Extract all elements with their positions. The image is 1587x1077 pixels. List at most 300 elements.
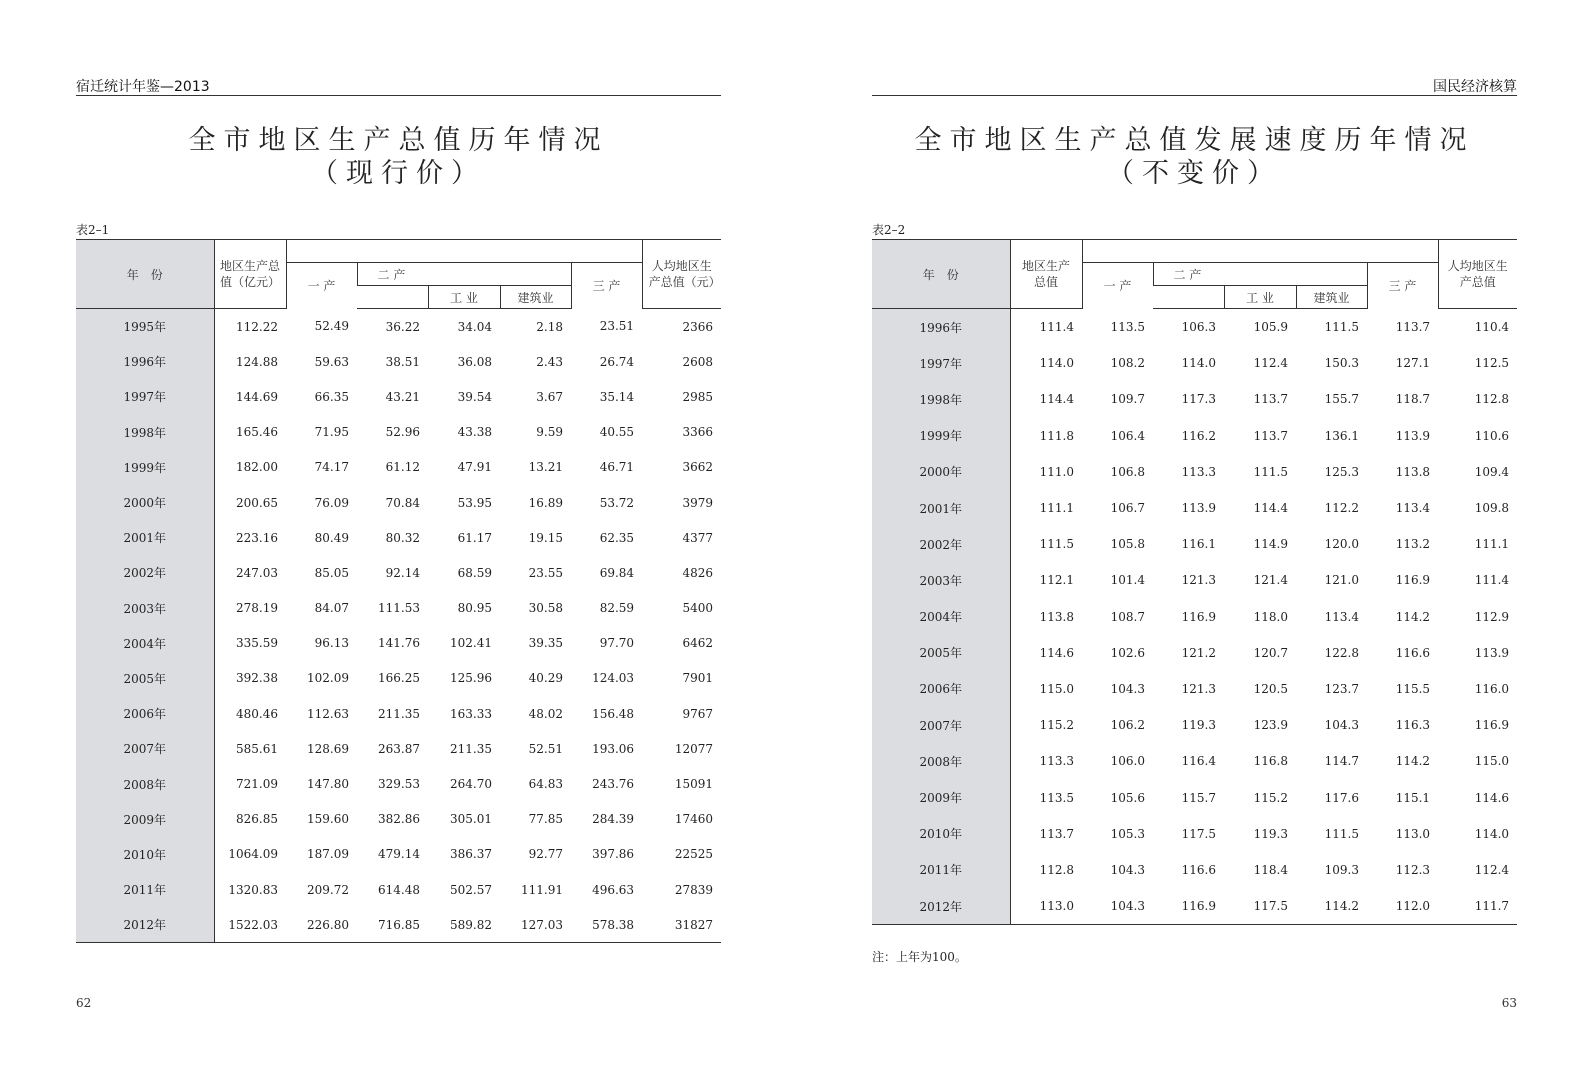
table-number: 表2–2 [872, 223, 906, 237]
value-cell: 105.3 [1110, 826, 1145, 841]
value-cell: 124.88 [236, 354, 278, 369]
value-cell: 156.48 [592, 706, 635, 721]
value-cell: 17460 [674, 812, 714, 827]
value-cell: 116.1 [1181, 537, 1216, 552]
value-cell: 112.5 [1474, 356, 1510, 371]
value-cell: 263.87 [378, 741, 420, 756]
value-cell: 116.9 [1153, 888, 1224, 925]
year-cell: 2007年 [872, 707, 1010, 743]
value-cell: 112.9 [1474, 609, 1510, 624]
table-row [76, 485, 721, 520]
value-cell: 284.39 [592, 812, 635, 827]
value-cell: 15091 [674, 777, 714, 792]
year-cell: 1999年 [76, 450, 214, 485]
value-cell: 121.0 [1324, 573, 1359, 588]
value-cell: 127.03 [500, 907, 571, 943]
value-cell: 117.6 [1324, 790, 1359, 805]
value-cell: 111.53 [378, 601, 420, 616]
year-cell: 1998年 [76, 415, 214, 450]
value-cell: 112.0 [1367, 888, 1438, 925]
value-cell: 329.53 [378, 777, 420, 792]
value-cell: 117.5 [1224, 888, 1296, 925]
value-cell: 125.3 [1324, 464, 1359, 479]
value-cell: 166.25 [378, 671, 420, 686]
value-cell: 71.95 [314, 425, 349, 440]
header-secondary-blank [357, 286, 428, 309]
value-cell: 116.4 [1181, 754, 1216, 769]
value-cell: 39.35 [528, 636, 563, 651]
table-row [872, 635, 1517, 671]
table-row [76, 661, 721, 696]
value-cell: 114.0 [1181, 356, 1216, 371]
table-row [872, 454, 1517, 490]
value-cell: 144.69 [236, 389, 278, 404]
value-cell: 116.8 [1253, 754, 1288, 769]
year-cell: 2012年 [76, 907, 214, 943]
year-cell: 2008年 [872, 743, 1010, 779]
table-row [76, 626, 721, 661]
header-primary: 一 产 [286, 263, 357, 309]
year-cell: 2003年 [872, 562, 1010, 598]
value-cell: 5400 [682, 601, 714, 616]
value-cell: 59.63 [314, 354, 349, 369]
table-row [76, 379, 721, 414]
value-cell: 66.35 [314, 389, 349, 404]
table-row [76, 766, 721, 801]
table-row [76, 591, 721, 626]
value-cell: 479.14 [378, 847, 420, 862]
value-cell: 114.2 [1296, 888, 1367, 925]
title-line-1: 全市地区生产总值发展速度历年情况 [914, 125, 1475, 156]
value-cell: 106.2 [1110, 718, 1145, 733]
year-cell: 2006年 [76, 696, 214, 731]
value-cell: 211.35 [378, 706, 420, 721]
table-row [872, 381, 1517, 417]
value-cell: 113.7 [1253, 392, 1288, 407]
value-cell: 111.1 [1039, 501, 1074, 516]
value-cell: 52.96 [385, 425, 420, 440]
value-cell: 113.8 [1395, 464, 1431, 479]
value-cell: 278.19 [236, 601, 278, 616]
header-rule [872, 95, 1517, 96]
value-cell: 113.7 [1253, 428, 1288, 443]
value-cell: 109.3 [1324, 862, 1359, 877]
value-cell: 113.5 [1039, 790, 1074, 805]
value-cell: 496.63 [592, 882, 635, 897]
header-year: 年 份 [76, 240, 214, 309]
value-cell: 6462 [682, 636, 714, 651]
year-cell: 2000年 [76, 485, 214, 520]
value-cell: 80.95 [457, 601, 492, 616]
header-rule [76, 95, 721, 96]
value-cell: 3.67 [536, 389, 563, 404]
year-cell: 2004年 [872, 599, 1010, 635]
table-row [872, 671, 1517, 707]
page-number: 63 [1501, 996, 1517, 1010]
table-row [872, 345, 1517, 381]
value-cell: 128.69 [307, 741, 349, 756]
value-cell: 64.83 [528, 777, 563, 792]
year-cell: 1997年 [76, 379, 214, 414]
table-row [76, 520, 721, 555]
year-cell: 2002年 [872, 526, 1010, 562]
value-cell: 4826 [682, 565, 714, 580]
table-body [76, 309, 721, 943]
value-cell: 106.3 [1181, 320, 1216, 335]
value-cell: 115.5 [1395, 681, 1431, 696]
value-cell: 106.8 [1110, 464, 1145, 479]
gdp-growth-index-table [872, 239, 1517, 925]
value-cell: 113.9 [1395, 428, 1431, 443]
table-row [872, 852, 1517, 888]
header-tertiary: 三 产 [1367, 263, 1438, 309]
table-row [76, 731, 721, 766]
table-note: 注：上年为100。 [872, 950, 967, 964]
value-cell: 305.01 [450, 812, 492, 827]
value-cell: 112.8 [1474, 392, 1510, 407]
value-cell: 115.2 [1253, 790, 1288, 805]
year-cell: 2011年 [872, 852, 1010, 888]
value-cell: 155.7 [1324, 392, 1359, 407]
value-cell: 22525 [674, 847, 714, 862]
value-cell: 12077 [674, 741, 714, 756]
value-cell: 163.33 [450, 706, 492, 721]
table-row [76, 837, 721, 872]
value-cell: 85.05 [314, 565, 349, 580]
value-cell: 115.7 [1181, 790, 1216, 805]
value-cell: 84.07 [314, 601, 349, 616]
table-row [76, 450, 721, 485]
year-cell: 2003年 [76, 591, 214, 626]
value-cell: 113.7 [1395, 319, 1431, 334]
table-row [872, 743, 1517, 779]
value-cell: 589.82 [428, 907, 500, 943]
value-cell: 120.0 [1324, 537, 1359, 552]
value-cell: 2608 [682, 354, 714, 369]
value-cell: 121.2 [1181, 645, 1216, 660]
value-cell: 34.04 [457, 319, 492, 334]
value-cell: 92.14 [385, 565, 420, 580]
value-cell: 165.46 [236, 425, 278, 440]
value-cell: 111.5 [1324, 826, 1359, 841]
year-cell: 1996年 [76, 344, 214, 379]
value-cell: 111.5 [1039, 537, 1074, 552]
value-cell: 1064.09 [228, 847, 278, 862]
value-cell: 19.15 [528, 530, 563, 545]
value-cell: 76.09 [314, 495, 349, 510]
value-cell: 82.59 [599, 601, 635, 616]
value-cell: 114.9 [1253, 537, 1288, 552]
year-cell: 2010年 [872, 816, 1010, 852]
value-cell: 92.77 [528, 847, 563, 862]
value-cell: 113.5 [1110, 319, 1145, 334]
value-cell: 112.22 [236, 319, 278, 334]
value-cell: 397.86 [592, 847, 635, 862]
value-cell: 48.02 [528, 706, 563, 721]
year-cell: 2009年 [76, 802, 214, 837]
page-title [872, 124, 1517, 190]
value-cell: 114.0 [1474, 826, 1510, 841]
value-cell: 113.0 [1395, 826, 1431, 841]
title-line-1: 全市地区生产总值历年情况 [188, 125, 609, 156]
value-cell: 116.9 [1395, 573, 1431, 588]
value-cell: 193.06 [592, 741, 635, 756]
value-cell: 112.1 [1039, 573, 1074, 588]
header-tertiary: 三 产 [571, 263, 642, 309]
table-row [76, 907, 721, 943]
year-cell: 2011年 [76, 872, 214, 907]
value-cell: 53.72 [599, 495, 635, 510]
value-cell: 113.7 [1039, 826, 1074, 841]
value-cell: 111.1 [1474, 537, 1510, 552]
title-line-2: （不变价） [1107, 158, 1282, 189]
value-cell: 159.60 [307, 812, 349, 827]
value-cell: 31827 [642, 907, 721, 943]
year-cell: 2002年 [76, 555, 214, 590]
value-cell: 209.72 [307, 882, 349, 897]
value-cell: 105.8 [1110, 537, 1145, 552]
value-cell: 115.0 [1039, 681, 1074, 696]
year-cell: 2005年 [872, 635, 1010, 671]
value-cell: 26.74 [599, 354, 635, 369]
value-cell: 109.4 [1474, 464, 1510, 479]
year-cell: 2001年 [76, 520, 214, 555]
header-gdp: 地区生产总值（亿元） [214, 240, 286, 309]
value-cell: 61.12 [385, 460, 420, 475]
value-cell: 114.2 [1395, 609, 1431, 624]
value-cell: 114.7 [1324, 754, 1359, 769]
value-cell: 123.9 [1253, 718, 1288, 733]
running-head-text: 宿迁统计年鉴—2013 [76, 79, 210, 95]
value-cell: 104.3 [1110, 862, 1145, 877]
value-cell: 36.22 [385, 319, 420, 334]
year-cell: 2012年 [872, 888, 1010, 925]
value-cell: 3662 [682, 460, 714, 475]
value-cell: 112.63 [307, 706, 349, 721]
value-cell: 102.6 [1110, 645, 1145, 660]
value-cell: 115.0 [1474, 754, 1510, 769]
value-cell: 116.0 [1474, 681, 1510, 696]
value-cell: 23.55 [528, 565, 563, 580]
header-spacer [1082, 240, 1438, 263]
value-cell: 113.8 [1039, 609, 1074, 624]
value-cell: 97.70 [599, 636, 635, 651]
table-row [872, 490, 1517, 526]
value-cell: 102.41 [450, 636, 492, 651]
value-cell: 116.9 [1181, 609, 1216, 624]
value-cell: 40.55 [599, 425, 635, 440]
value-cell: 111.4 [1474, 573, 1510, 588]
value-cell: 123.7 [1324, 681, 1359, 696]
header-industry: 工 业 [428, 286, 500, 309]
value-cell: 114.4 [1039, 392, 1074, 407]
value-cell: 147.80 [307, 777, 349, 792]
value-cell: 111.7 [1438, 888, 1517, 925]
value-cell: 1320.83 [228, 882, 278, 897]
table-row [872, 418, 1517, 454]
table-row [872, 526, 1517, 562]
value-cell: 112.4 [1253, 356, 1288, 371]
value-cell: 46.71 [599, 460, 635, 475]
running-head-text: 国民经济核算 [1433, 79, 1517, 95]
value-cell: 120.7 [1253, 645, 1288, 660]
value-cell: 68.59 [457, 565, 492, 580]
value-cell: 13.21 [528, 460, 563, 475]
value-cell: 2366 [682, 319, 714, 334]
value-cell: 113.9 [1474, 645, 1510, 660]
value-cell: 111.91 [521, 882, 563, 897]
value-cell: 23.51 [599, 319, 635, 334]
value-cell: 27839 [674, 882, 714, 897]
value-cell: 118.4 [1253, 862, 1288, 877]
value-cell: 113.4 [1324, 609, 1359, 624]
value-cell: 110.4 [1474, 320, 1510, 335]
value-cell: 392.38 [236, 671, 278, 686]
value-cell: 112.2 [1324, 501, 1359, 516]
value-cell: 106.4 [1110, 428, 1145, 443]
value-cell: 116.2 [1181, 428, 1216, 443]
value-cell: 223.16 [236, 530, 278, 545]
value-cell: 4377 [682, 530, 714, 545]
value-cell: 104.3 [1110, 681, 1145, 696]
value-cell: 111.5 [1324, 320, 1359, 335]
value-cell: 36.08 [457, 354, 492, 369]
value-cell: 80.49 [314, 530, 349, 545]
value-cell: 614.48 [378, 882, 420, 897]
value-cell: 106.0 [1110, 754, 1145, 769]
value-cell: 141.76 [378, 636, 420, 651]
header-secondary: 二 产 [357, 263, 571, 286]
value-cell: 30.58 [528, 601, 563, 616]
table-row [872, 888, 1517, 925]
value-cell: 80.32 [385, 530, 420, 545]
value-cell: 40.29 [528, 671, 563, 686]
value-cell: 716.85 [357, 907, 428, 943]
header-per-capita: 人均地区生产总值（元） [642, 240, 721, 309]
year-cell: 1999年 [872, 418, 1010, 454]
value-cell: 70.84 [385, 495, 420, 510]
value-cell: 2.18 [536, 319, 563, 334]
value-cell: 3366 [682, 425, 714, 440]
year-cell: 2007年 [76, 731, 214, 766]
value-cell: 108.7 [1110, 609, 1145, 624]
value-cell: 114.6 [1474, 790, 1510, 805]
value-cell: 38.51 [385, 354, 420, 369]
value-cell: 200.65 [236, 495, 278, 510]
value-cell: 112.8 [1039, 862, 1074, 877]
left-page [76, 0, 721, 1077]
value-cell: 115.1 [1395, 790, 1431, 805]
value-cell: 826.85 [236, 812, 278, 827]
value-cell: 116.6 [1395, 645, 1431, 660]
value-cell: 104.3 [1082, 888, 1153, 925]
gdp-current-price-table [76, 239, 721, 943]
value-cell: 108.2 [1110, 356, 1145, 371]
value-cell: 585.61 [236, 741, 278, 756]
value-cell: 122.8 [1324, 645, 1359, 660]
value-cell: 114.0 [1039, 356, 1074, 371]
value-cell: 121.4 [1253, 573, 1288, 588]
value-cell: 7901 [682, 671, 714, 686]
year-cell: 2009年 [872, 779, 1010, 815]
value-cell: 9767 [682, 706, 714, 721]
value-cell: 69.84 [599, 565, 635, 580]
value-cell: 106.7 [1110, 501, 1145, 516]
header-per-capita: 人均地区生产总值 [1438, 240, 1517, 309]
value-cell: 116.6 [1181, 862, 1216, 877]
table-row [872, 707, 1517, 743]
running-head [76, 76, 721, 96]
value-cell: 43.21 [385, 389, 420, 404]
value-cell: 578.38 [571, 907, 642, 943]
value-cell: 43.38 [457, 425, 492, 440]
value-cell: 125.96 [450, 671, 492, 686]
title-line-2: （现行价） [311, 158, 486, 189]
value-cell: 102.09 [307, 671, 349, 686]
value-cell: 113.3 [1181, 464, 1216, 479]
year-cell: 1998年 [872, 381, 1010, 417]
value-cell: 113.0 [1010, 888, 1082, 925]
value-cell: 47.91 [457, 460, 492, 475]
value-cell: 247.03 [236, 565, 278, 580]
year-cell: 1995年 [76, 309, 214, 345]
value-cell: 114.2 [1395, 754, 1431, 769]
value-cell: 721.09 [236, 777, 278, 792]
running-head [872, 76, 1517, 96]
value-cell: 124.03 [592, 671, 635, 686]
table-row [76, 309, 721, 345]
value-cell: 113.2 [1395, 537, 1431, 552]
year-cell: 2001年 [872, 490, 1010, 526]
value-cell: 113.3 [1039, 754, 1074, 769]
year-cell: 2004年 [76, 626, 214, 661]
value-cell: 115.2 [1039, 718, 1074, 733]
table-row [76, 555, 721, 590]
value-cell: 127.1 [1395, 356, 1431, 371]
year-cell: 2006年 [872, 671, 1010, 707]
value-cell: 118.0 [1253, 609, 1288, 624]
value-cell: 211.35 [450, 741, 492, 756]
value-cell: 382.86 [378, 812, 420, 827]
value-cell: 111.0 [1039, 464, 1074, 479]
value-cell: 77.85 [528, 812, 563, 827]
value-cell: 119.3 [1253, 826, 1288, 841]
year-cell: 2000年 [872, 454, 1010, 490]
value-cell: 35.14 [599, 389, 635, 404]
value-cell: 121.3 [1181, 573, 1216, 588]
value-cell: 182.00 [236, 460, 278, 475]
header-construction: 建筑业 [1296, 286, 1367, 309]
value-cell: 61.17 [457, 530, 492, 545]
value-cell: 187.09 [307, 847, 349, 862]
value-cell: 62.35 [599, 530, 635, 545]
value-cell: 96.13 [314, 636, 349, 651]
header-secondary: 二 产 [1153, 263, 1367, 286]
value-cell: 480.46 [236, 706, 278, 721]
header-secondary-blank [1153, 286, 1224, 309]
value-cell: 111.8 [1039, 428, 1074, 443]
value-cell: 105.9 [1253, 320, 1288, 335]
table-body [872, 309, 1517, 925]
value-cell: 118.7 [1395, 392, 1431, 407]
value-cell: 39.54 [457, 389, 492, 404]
year-cell: 1997年 [872, 345, 1010, 381]
value-cell: 335.59 [236, 636, 278, 651]
value-cell: 117.3 [1181, 392, 1216, 407]
value-cell: 113.9 [1181, 501, 1216, 516]
table-row [76, 344, 721, 379]
value-cell: 101.4 [1110, 573, 1145, 588]
